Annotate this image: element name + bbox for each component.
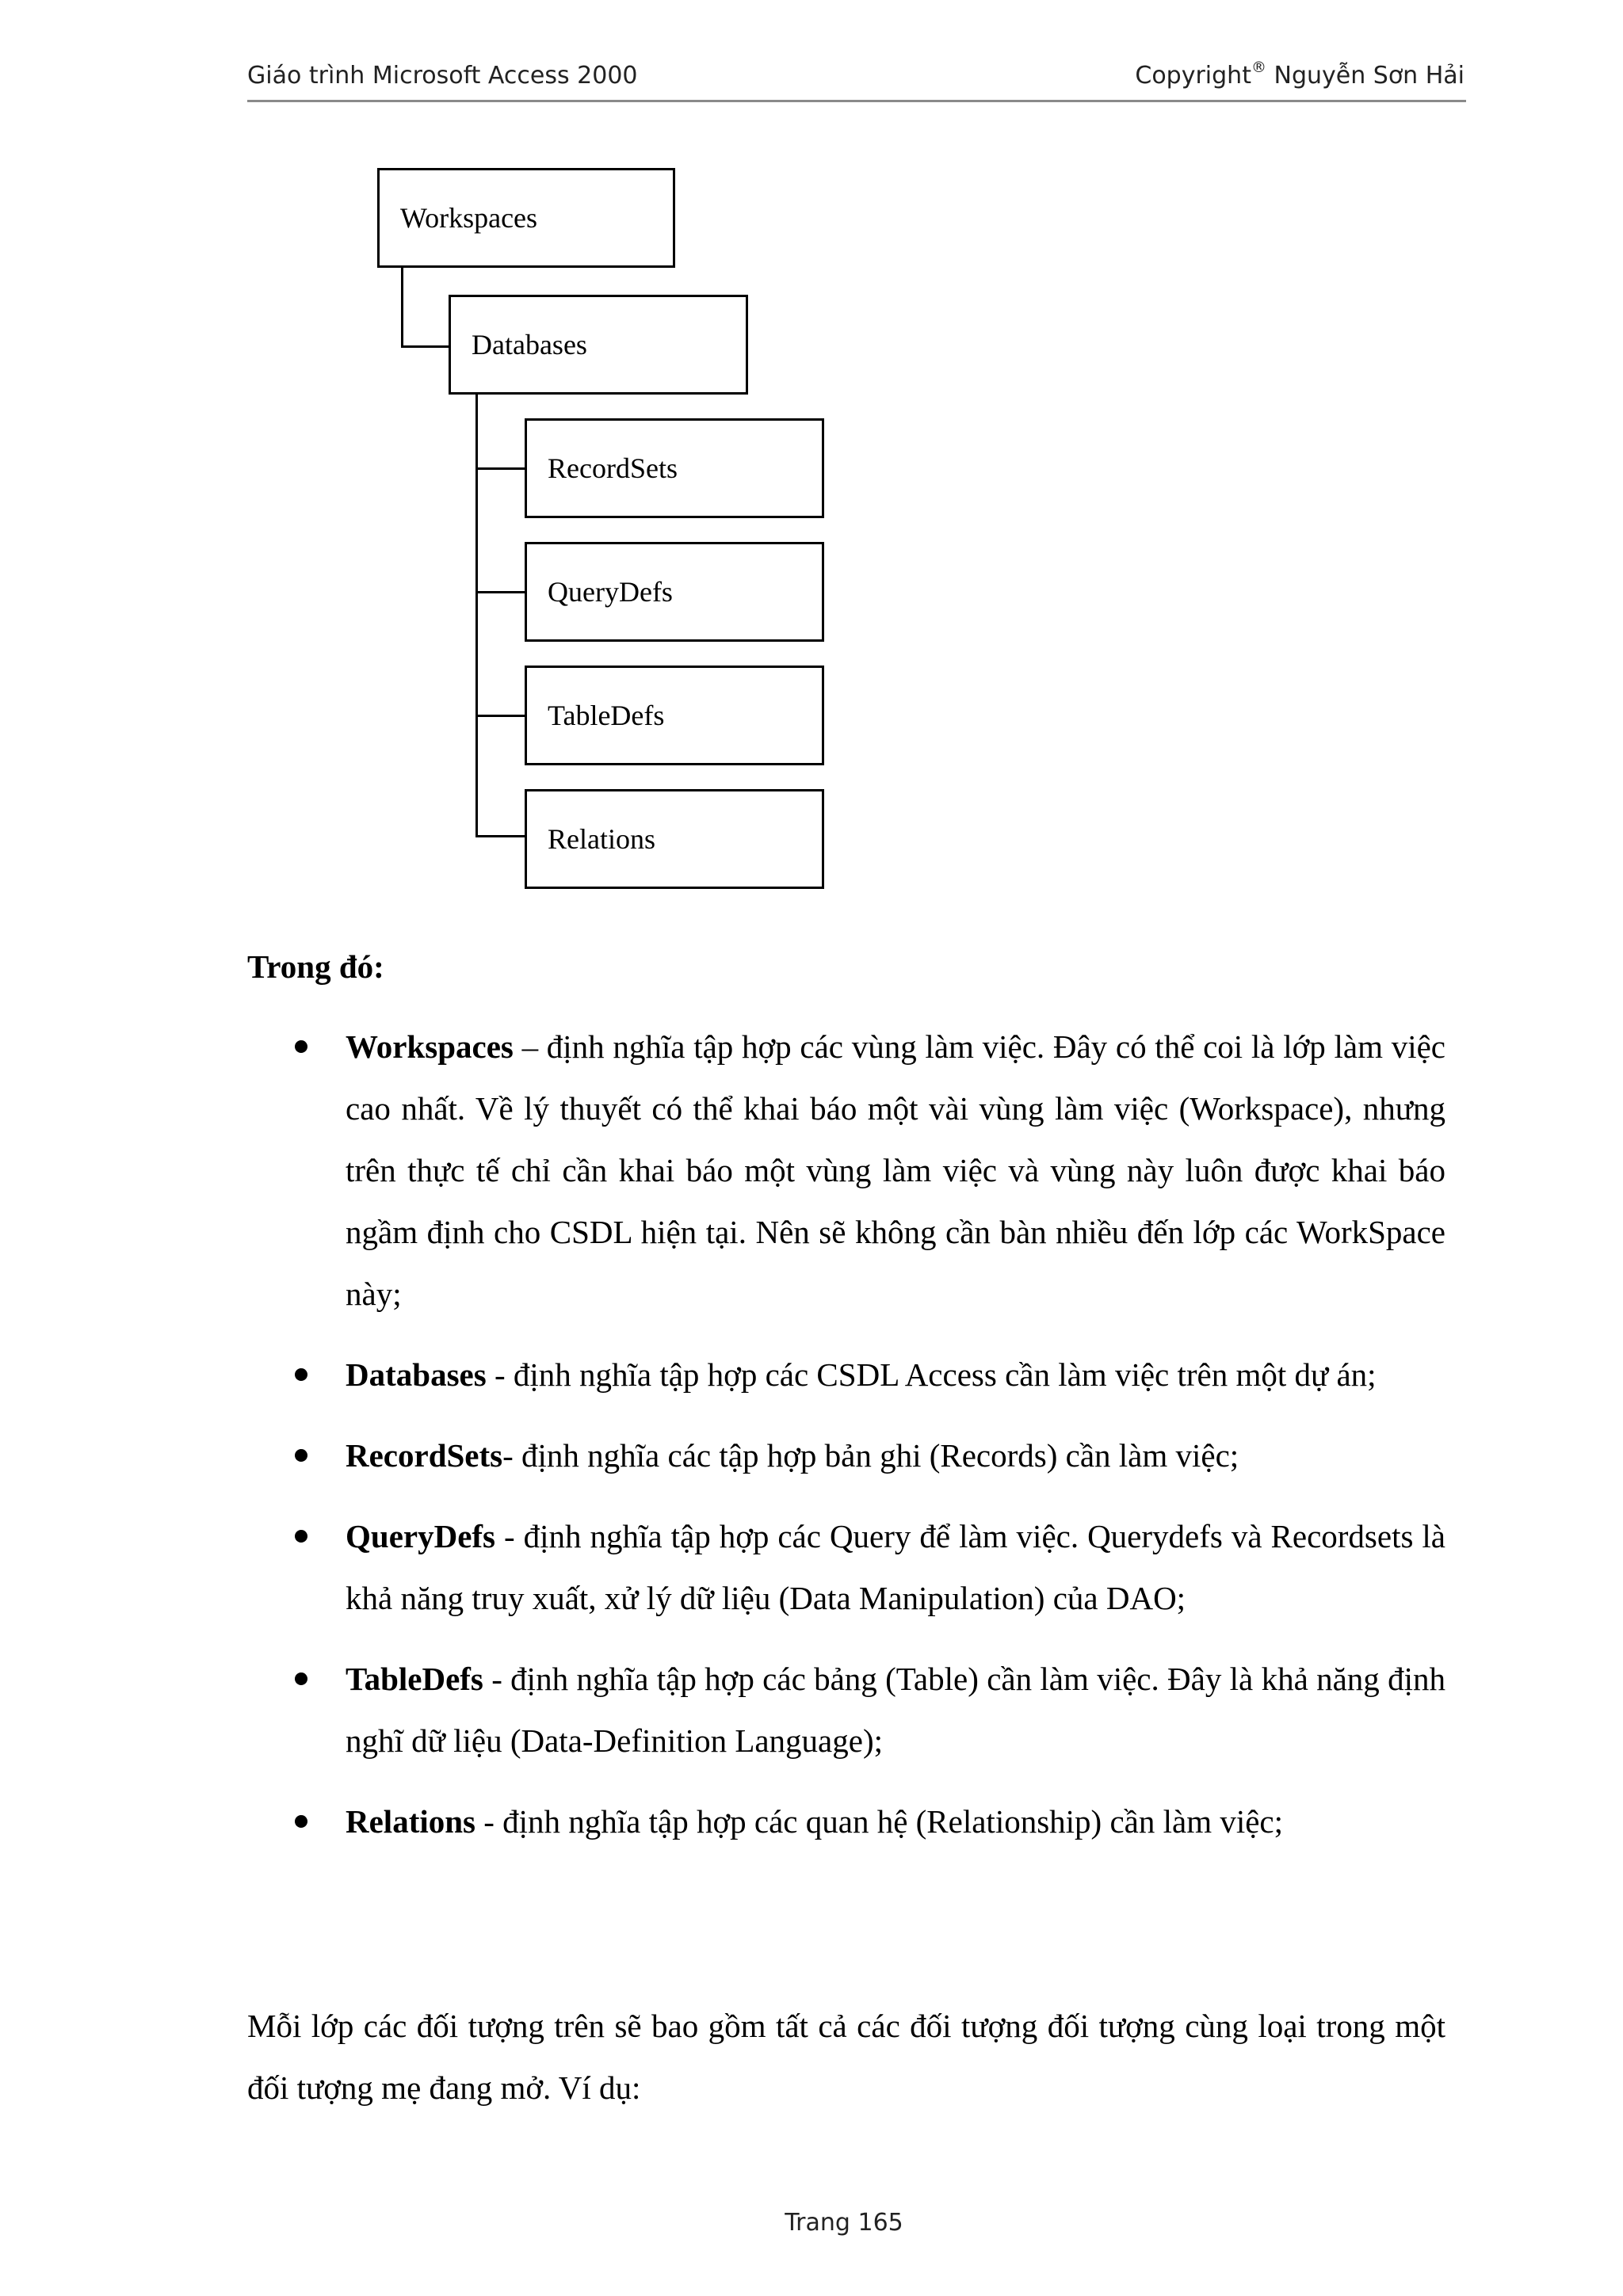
term-tabledefs: TableDefs	[346, 1661, 483, 1697]
connector-workspaces-vertical	[401, 268, 403, 348]
node-querydefs: QueryDefs	[525, 542, 824, 642]
connector-databases-vertical	[475, 393, 478, 837]
closing-paragraph: Mỗi lớp các đối tượng trên sẽ bao gồm tất cả các đối tượng đối tượng cùng loại trong một đối tượng mẹ đang mở. Ví dụ:	[247, 2008, 1445, 2106]
bullet-icon	[295, 1530, 307, 1543]
term-recordsets: RecordSets	[346, 1437, 503, 1474]
node-databases: Databases	[449, 295, 748, 395]
list-item	[247, 1505, 1445, 1629]
registered-mark: ®	[1251, 59, 1266, 76]
connector-tabledefs	[475, 715, 528, 717]
list-item	[247, 1791, 1445, 1852]
term-querydefs: QueryDefs	[346, 1518, 496, 1554]
bullet-icon	[295, 1368, 307, 1381]
header-copyright	[1135, 59, 1465, 90]
term-databases: Databases	[346, 1356, 487, 1393]
bullet-icon	[295, 1815, 307, 1828]
author-name: Nguyễn Sơn Hải	[1274, 62, 1465, 90]
list-item	[247, 1016, 1445, 1325]
definition-text: - định nghĩa tập hợp các Query để làm việc. Querydefs và Recordsets là khả năng truy xuất, xử lý dữ liệu (Data Manipulation) của DAO;	[346, 1518, 1445, 1616]
section-heading: Trong đó:	[247, 948, 384, 985]
bullet-icon	[295, 1040, 307, 1053]
definition-text: - định nghĩa tập hợp các quan hệ (Relationship) cần làm việc;	[475, 1803, 1284, 1840]
definition-text: - định nghĩa các tập hợp bản ghi (Records) cần làm việc;	[502, 1437, 1239, 1474]
definition-text: - định nghĩa tập hợp các bảng (Table) cần làm việc. Đây là khả năng định nghĩ dữ liệu (Data-Definition Language);	[346, 1661, 1445, 1759]
page-number: Trang 165	[785, 2209, 903, 2237]
connector-workspaces-databases	[401, 345, 452, 348]
connector-recordsets	[475, 467, 528, 470]
node-recordsets: RecordSets	[525, 418, 824, 518]
node-workspaces: Workspaces	[377, 168, 675, 268]
list-item	[247, 1344, 1445, 1405]
list-item	[247, 1648, 1445, 1772]
bullet-icon	[295, 1449, 307, 1462]
copyright-label: Copyright	[1135, 62, 1251, 90]
definition-list	[247, 1016, 1445, 1871]
definition-text: - định nghĩa tập hợp các CSDL Access cần làm việc trên một dự án;	[486, 1356, 1377, 1393]
definition-text: – định nghĩa tập hợp các vùng làm việc. Đây có thể coi là lớp làm việc cao nhất. Về lý thuyết có thể khai báo một vài vùng làm việc (Workspace), nhưng trên thực tế chỉ cần khai báo một vùng làm việc và vùng này luôn được khai báo ngầm định cho CSDL hiện tại. Nên sẽ không cần bàn nhiều đến lớp các WorkSpace này;	[346, 1028, 1445, 1312]
list-item	[247, 1425, 1445, 1486]
header-divider	[247, 100, 1466, 102]
header-title: Giáo trình Microsoft Access 2000	[247, 62, 638, 90]
connector-relations	[475, 835, 528, 837]
term-workspaces: Workspaces	[346, 1028, 514, 1065]
bullet-icon	[295, 1672, 307, 1685]
node-tabledefs: TableDefs	[525, 666, 824, 765]
term-relations: Relations	[346, 1803, 475, 1840]
node-relations: Relations	[525, 789, 824, 889]
connector-querydefs	[475, 591, 528, 593]
